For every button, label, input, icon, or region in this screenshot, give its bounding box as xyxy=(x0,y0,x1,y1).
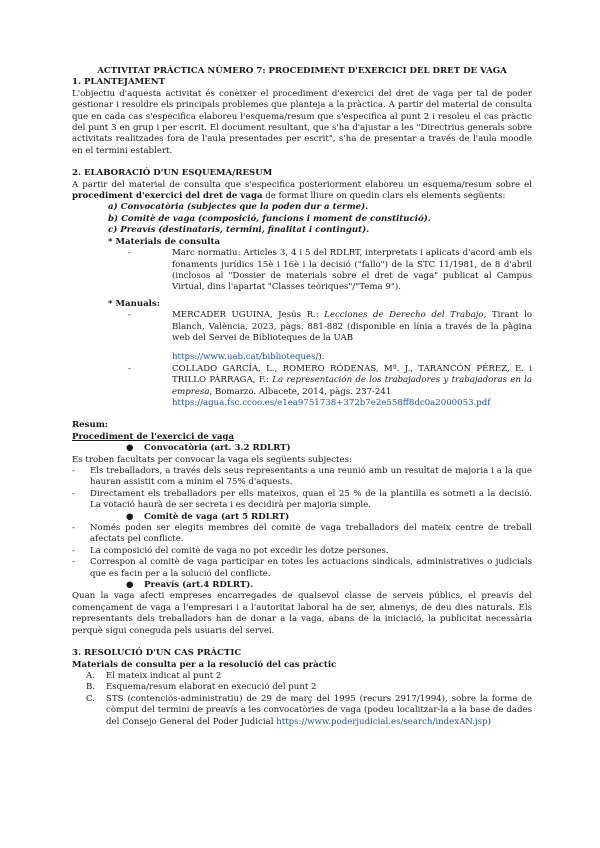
item-a: a) Convocatòria (subjectes que la poden dur a terme). xyxy=(108,202,369,213)
preavis-heading: ● Preavís (art.4 RDLRT). xyxy=(126,580,254,591)
list-item: C. STS (contenciós-administratiu) de 29 de març del 1995 (recurs 2917/1994), sobre la forma de còmput del termini de preavís a les convocatòries de vaga (podeu localitzar-la a la base de dades del Consejo General del Poder Judicial https://www.poderjudicial.es/search/indexAN.jsp) xyxy=(86,693,532,727)
bullet-icon: ● xyxy=(126,580,134,591)
section-3-list xyxy=(72,671,532,728)
manuals-label: * Manuals: xyxy=(108,298,160,309)
list-item: - Només poden ser elegits membres del comitè de vaga treballadors del mateix centre de treball afectats pel conflicte. xyxy=(72,523,532,545)
list-item: - Correspon al comitè de vaga participar en totes les actuacions sindicals, administratives o judicials que es facin per a la solució del conflicte. xyxy=(72,557,532,579)
section-2-heading: 2. ELABORACIÓ D'UN ESQUEMA/RESUM xyxy=(72,168,273,179)
bullet-icon: ● xyxy=(126,443,134,454)
bullet-icon: ● xyxy=(126,511,134,522)
section-3-sub: Materials de consulta per a la resolució del cas pràctic xyxy=(72,659,337,670)
list-item: - Els treballadors, a través dels seus representants a una reunió amb un resultat de majoria i a la que hauran assistit com a mínim el 75% d'aquests. xyxy=(72,466,532,488)
list-item: - Directament els treballadors per ells mateixos, quan el 25 % de la plantilla es sotmeti a la decisió. La votació haurà de ser secreta i es decidirà per majoria simple. xyxy=(72,488,532,511)
list-item: B. Esquema/resum elaborat en execució del punt 2 xyxy=(86,682,317,693)
document-page xyxy=(72,66,532,728)
poder-judicial-link[interactable]: https://www.poderjudicial.es/search/indexAN.jsp xyxy=(276,716,488,727)
section-1-heading: 1. PLANTEJAMENT xyxy=(72,77,165,88)
manual-1-link-line: https://www.uab.cat/biblioteques/). xyxy=(172,352,325,363)
list-item: - La composició del comitè de vaga no pot excedir les dotze persones. xyxy=(72,545,389,556)
intro-bold: procediment d'exercici del dret de vaga xyxy=(72,191,263,202)
convocatoria-intro: Es troben facultats per convocar la vaga els següents subjectes: xyxy=(72,454,352,465)
manuals-list xyxy=(72,310,532,344)
item-b: b) Comitè de vaga (composició, funcions i moment de constitució). xyxy=(108,213,431,224)
section-1-text: L'objectiu d'aquesta activitat és conèixer el procediment d'exercici del dret de vaga per tal de poder gestionar i resoldre els principals problemes que planteja a la pràctica. A partir del material de consulta que en cada cas s'especifica elaboreu l'esquema/resum que s'especifica al punt 2 i resoleu el cas pràctic del punt 3 en grup i per escrit. El document resultant, que s'ha d'ajustar a les "Directrius generals sobre activitats realitzades fora de l'aula presentades per escrit", s'ha de presentar a través de l'aula moodle en el termini establert. xyxy=(72,88,532,156)
comite-list xyxy=(72,523,532,580)
manuals-list-2 xyxy=(72,364,532,410)
comite-heading: ● Comitè de vaga (art 5 RDLRT) xyxy=(126,511,290,522)
ccoo-link[interactable]: https://agua.fsc.ccoo.es/e1ea9751738+372b7e2e558ff8dc0a2000053.pdf xyxy=(172,397,491,408)
materials-label: * Materials de consulta xyxy=(108,236,221,247)
section-2-items xyxy=(72,202,532,236)
preavis-text: Quan la vaga afecti empreses encarregades de qualsevol classe de serveis públics, el preavís del començament de vaga a l'empresari i a l'autoritat laboral ha de ser, almenys, de deu dies naturals. Els representants dels treballadors han de donar a la vaga, abans de la iniciació, la publicitat necessària perquè sigui coneguda pels usuaris del servei. xyxy=(72,591,532,636)
convocatoria-list xyxy=(72,466,532,512)
item-c: c) Preavís (destinataris, termini, finalitat i contingut). xyxy=(108,225,370,236)
materials-list xyxy=(72,248,532,294)
convocatoria-heading: ● Convocatòria (art. 3.2 RDLRT) xyxy=(126,443,291,454)
document-title: ACTIVITAT PRÀCTICA NÚMERO 7: PROCEDIMENT D'EXERCICI DEL DRET DE VAGA xyxy=(97,66,507,76)
section-3-heading: 3. RESOLUCIÓ D'UN CAS PRÀCTIC xyxy=(72,648,242,659)
resum-label: Resum: xyxy=(72,420,108,431)
uab-link[interactable]: https://www.uab.cat/biblioteques/ xyxy=(172,352,319,363)
material-item: - Marc normatiu: Articles 3, 4 i 5 del RDLRT, interpretats i aplicats d'acord amb els fonaments jurídics 15è i 16è i la decisió ("fallo") de la STC 11/1981, de 8 d'abril (inclosos al "Dossier de materials sobre el dret de vaga" publicat al Campus Virtual, dins l'apartat "Classes teòriques"/"Tema 9"). xyxy=(128,248,532,293)
manual-item-2: - COLLADO GARCÍA, L., ROMERO RÓDENAS, Mª. J., TARANCÓN PÉREZ, E. i TRILLO PÁRRAGA, F.: La representación de los trabajadores y trabajadoras en la empresa, Bomarzo. Albacete, 2014, pàgs. 237-241 https://agua.fsc.ccoo.es/e1ea9751738+372b7e2e558ff8dc0a2000053.pdf xyxy=(128,363,532,408)
list-item: A. El mateix indicat al punt 2 xyxy=(86,670,222,681)
section-2-intro: A partir del material de consulta que s'especifica posteriorment elaboreu un esquema/resum sobre el procediment d'exercici del dret de vaga de format lliure on quedin clars els elements següents: xyxy=(72,179,532,202)
resum-heading: Procediment de l'exercici de vaga xyxy=(72,431,235,442)
manual-item-1: - MERCADER UGUINA, Jesús R.: Lecciones de Derecho del Trabajo, Tirant lo Blanch, València, 2023, pàgs. 881-882 (disponible en línia a través de la pàgina web del Servei de Biblioteques de la UAB xyxy=(128,310,532,343)
